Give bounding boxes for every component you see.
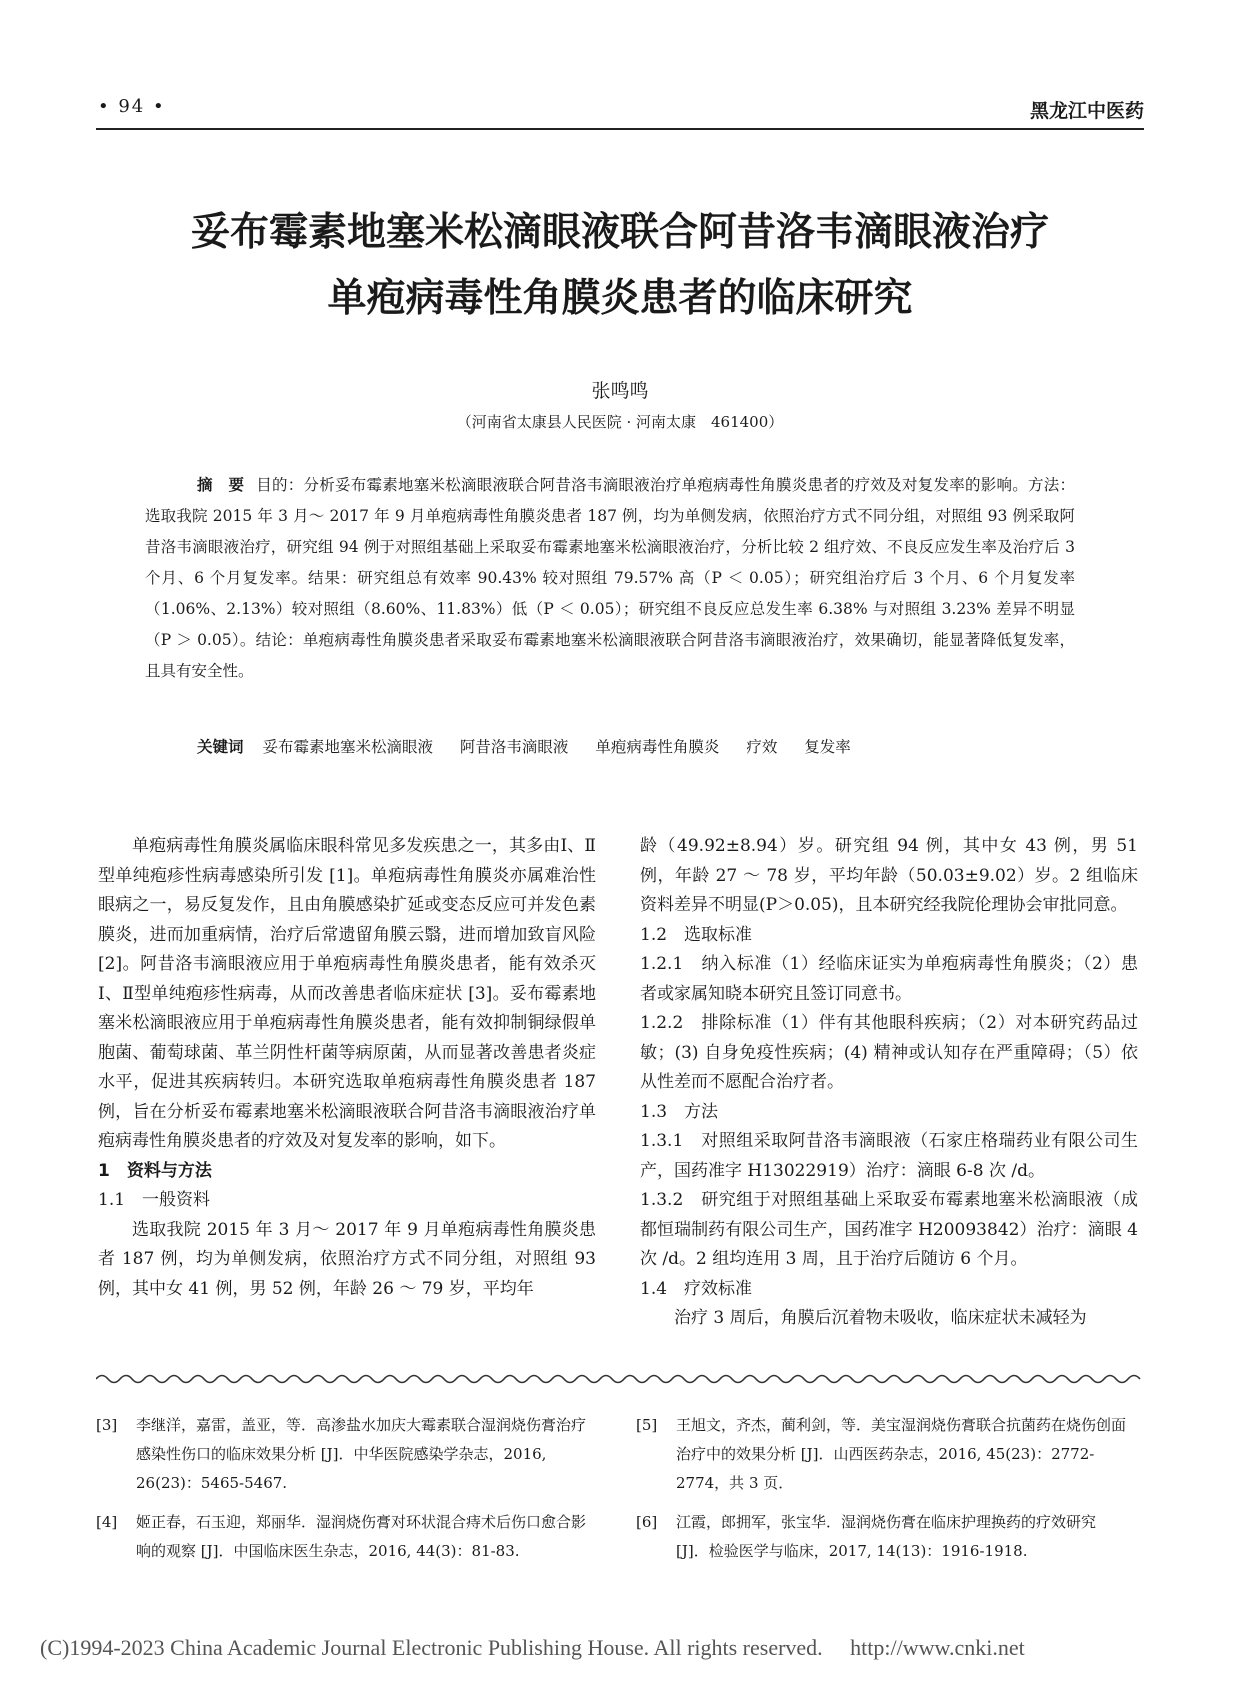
keywords-label: 关键词	[197, 738, 244, 756]
reference-item	[636, 1508, 1126, 1566]
article-title	[96, 200, 1144, 332]
body-paragraph: 1.2.2 排除标准（1）伴有其他眼科疾病；（2）对本研究药品过敏；(3) 自身免疫性疾病；(4) 精神或认知存在严重障碍；（5）依从性差而不愿配合治疗者。	[640, 1013, 1138, 1092]
keyword: 阿昔洛韦滴眼液	[459, 738, 569, 756]
keyword: 复发率	[804, 738, 851, 756]
author: 张鸣鸣	[591, 380, 649, 402]
page-number: • 94 •	[98, 96, 166, 117]
references-right	[636, 1411, 1126, 1576]
keyword: 疗效	[746, 738, 778, 756]
title-line-1: 妥布霉素地塞米松滴眼液联合阿昔洛韦滴眼液治疗	[190, 210, 1049, 255]
reference-text: 姬正春，石玉迎，郑丽华．湿润烧伤膏对环状混合痔术后伤口愈合影响的观察 [J]．中国临床医生杂志，2016, 44(3)：81-83.	[136, 1513, 587, 1560]
body-paragraph: 1.2.1 纳入标准（1）经临床证实为单疱病毒性角膜炎；（2）患者或家属知晓本研究且签订同意书。	[640, 954, 1138, 1004]
keywords	[145, 732, 1075, 763]
body-paragraph: 治疗 3 周后，角膜后沉着物未吸收，临床症状未减轻为	[674, 1308, 1087, 1328]
body-column-right	[640, 832, 1138, 1334]
reference-number: [6]	[636, 1513, 658, 1531]
reference-item	[96, 1411, 586, 1498]
subsection-heading: 1.3 方法	[640, 1101, 719, 1122]
copyright-footer: (C)1994-2023 China Academic Journal Electronic Publishing House. All rights reserved. http://www.cnki.net	[40, 1635, 1025, 1660]
intro-paragraph: 单疱病毒性角膜炎属临床眼科常见多发疾患之一，其多由Ⅰ、Ⅱ型单纯疱疹性病毒感染所引发 [1]。单疱病毒性角膜炎亦属难治性眼病之一，易反复发作，且由角膜感染扩延或变态反应可并发色素膜炎，进而加重病情，治疗后常遗留角膜云翳，进而增加致盲风险 [2]。阿昔洛韦滴眼液应用于单疱病毒性角膜炎患者，能有效杀灭Ⅰ、Ⅱ型单纯疱疹性病毒，从而改善患者临床症状 [3]。妥布霉素地塞米松滴眼液应用于单疱病毒性角膜炎患者，能有效抑制铜绿假单胞菌、葡萄球菌、革兰阴性杆菌等病原菌，从而显著改善患者炎症水平，促进其疾病转归。本研究选取单疱病毒性角膜炎患者 187 例，旨在分析妥布霉素地塞米松滴眼液联合阿昔洛韦滴眼液治疗单疱病毒性角膜炎患者的疗效及对复发率的影响，如下。	[98, 836, 596, 1151]
subsection-heading: 1.2 选取标准	[640, 924, 753, 945]
affiliation: （河南省太康县人民医院 · 河南太康 461400）	[456, 413, 784, 431]
journal-name: 黑龙江中医药	[1029, 100, 1144, 122]
reference-text: 李继洋，嘉雷，盖亚，等．高渗盐水加庆大霉素联合湿润烧伤膏治疗感染性伤口的临床效果分析 [J]．中华医院感染学杂志，2016, 26(23)：5465-5467.	[136, 1416, 587, 1492]
reference-item	[636, 1411, 1126, 1498]
reference-number: [3]	[96, 1416, 118, 1434]
title-line-2: 单疱病毒性角膜炎患者的临床研究	[327, 276, 913, 321]
wavy-divider	[96, 1372, 1144, 1386]
references-left	[96, 1411, 586, 1576]
subsection-heading: 1.4 疗效标准	[640, 1278, 753, 1299]
abstract-label: 摘 要	[197, 476, 245, 494]
body-paragraph: 龄（49.92±8.94）岁。研究组 94 例，其中女 43 例，男 51 例，年龄 27 ～ 78 岁，平均年龄（50.03±9.02）岁。2 组临床资料差异不明显(P＞0.05)，且本研究经我院伦理协会审批同意。	[640, 836, 1138, 915]
reference-number: [5]	[636, 1416, 658, 1434]
reference-text: 江霞，郎拥军，张宝华．湿润烧伤膏在临床护理换药的疗效研究 [J]．检验医学与临床，2017, 14(13)：1916-1918.	[676, 1513, 1097, 1560]
reference-text: 王旭文，齐杰，蔺利剑，等．美宝湿润烧伤膏联合抗菌药在烧伤创面治疗中的效果分析 [J]．山西医药杂志，2016, 45(23)：2772-2774，共 3 页．	[676, 1416, 1127, 1492]
page-header	[96, 96, 1144, 130]
section-heading: 1 资料与方法	[98, 1160, 212, 1181]
body-paragraph: 1.3.1 对照组采取阿昔洛韦滴眼液（石家庄格瑞药业有限公司生产，国药准字 H13022919）治疗：滴眼 6-8 次 /d。	[640, 1131, 1138, 1181]
reference-number: [4]	[96, 1513, 118, 1531]
body-paragraph: 1.3.2 研究组于对照组基础上采取妥布霉素地塞米松滴眼液（成都恒瑞制药有限公司生产，国药准字 H20093842）治疗：滴眼 4 次 /d。2 组均连用 3 周，且于治疗后随访 6 个月。	[640, 1190, 1138, 1269]
keyword: 妥布霉素地塞米松滴眼液	[262, 738, 433, 756]
body-paragraph: 选取我院 2015 年 3 月～ 2017 年 9 月单疱病毒性角膜炎患者 187 例，均为单侧发病，依照治疗方式不同分组，对照组 93 例，其中女 41 例，男 52 例，年龄 26 ～ 79 岁，平均年	[98, 1219, 596, 1299]
abstract	[145, 470, 1075, 687]
reference-item	[96, 1508, 586, 1566]
abstract-text: 目的：分析妥布霉素地塞米松滴眼液联合阿昔洛韦滴眼液治疗单疱病毒性角膜炎患者的疗效及对复发率的影响。方法：选取我院 2015 年 3 月～ 2017 年 9 月单疱病毒性角膜炎患者 187 例，均为单侧发病，依照治疗方式不同分组，对照组 93 例采取阿昔洛韦滴眼液治疗，研究组 94 例于对照组基础上采取妥布霉素地塞米松滴眼液治疗，分析比较 2 组疗效、不良反应发生率及治疗后 3 个月、6 个月复发率。结果：研究组总有效率 90.43% 较对照组 79.57% 高（P ＜ 0.05）；研究组治疗后 3 个月、6 个月复发率（1.06%、2.13%）较对照组（8.60%、11.83%）低（P ＜ 0.05）；研究组不良反应总发生率 6.38% 与对照组 3.23% 差异不明显（P ＞ 0.05）。结论：单疱病毒性角膜炎患者采取妥布霉素地塞米松滴眼液联合阿昔洛韦滴眼液治疗，效果确切，能显著降低复发率，且具有安全性。	[145, 476, 1075, 680]
body-column-left	[98, 832, 596, 1304]
subsection-heading: 1.1 一般资料	[98, 1190, 211, 1210]
keyword: 单疱病毒性角膜炎	[595, 738, 720, 756]
